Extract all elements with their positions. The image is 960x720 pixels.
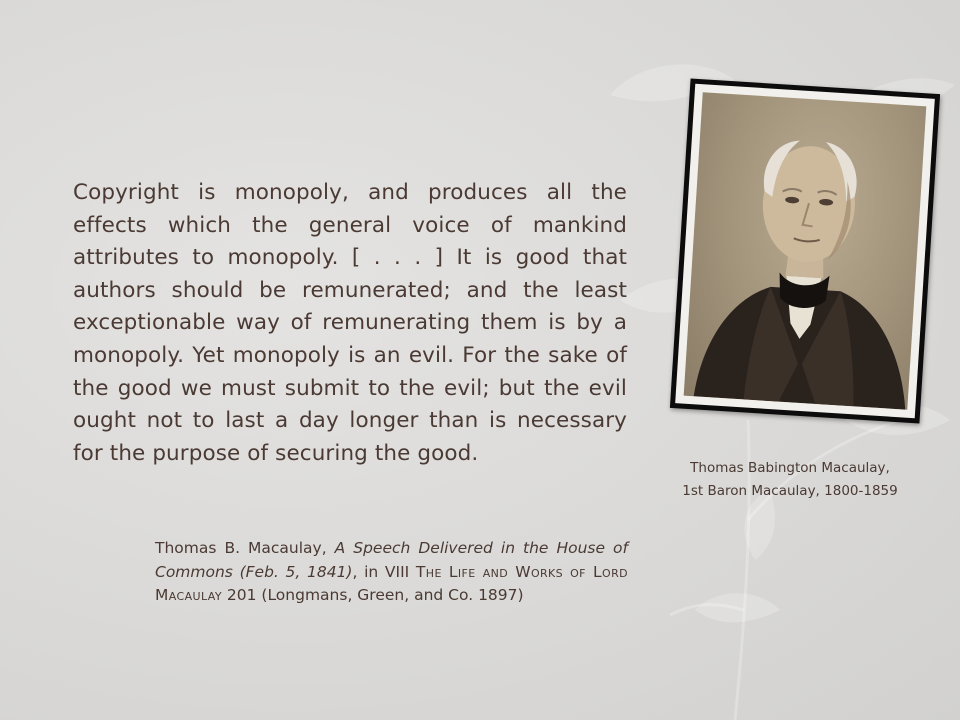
quote-citation <box>155 537 628 608</box>
citation-page: 201 <box>221 586 262 604</box>
citation-author: Thomas B. Macaulay, <box>155 539 335 557</box>
portrait-frame <box>670 78 940 423</box>
citation-speech-title: A Speech Delivered in the House of Commons (Feb. 5, 1841) <box>155 539 628 581</box>
citation-in-text: , in VIII <box>352 562 416 581</box>
portrait-mat <box>675 84 935 418</box>
caption-line-name: Thomas Babington Macaulay, <box>690 460 890 476</box>
caption-line-title-dates: 1st Baron Macaulay, 1800-1859 <box>682 482 898 499</box>
portrait-illustration <box>684 92 927 409</box>
macaulay-quote: Copyright is monopoly, and produces all the effects which the general voice of mankind attributes to monopoly. [ . . . ] It is good that authors should be remunerated; and the least exceptionable way of remunerating them is by a monopoly. Yet monopoly is an evil. For the sake of the good we must submit to the evil; but the evil ought not to last a day longer than is necessary for the purpose of securing the good. <box>73 180 627 466</box>
citation-book-title: The Life and Works of Lord Macaulay <box>155 562 628 604</box>
portrait-caption <box>660 457 920 502</box>
macaulay-portrait-photo <box>684 92 927 409</box>
citation-publisher: (Longmans, Green, and Co. 1897) <box>261 586 524 604</box>
